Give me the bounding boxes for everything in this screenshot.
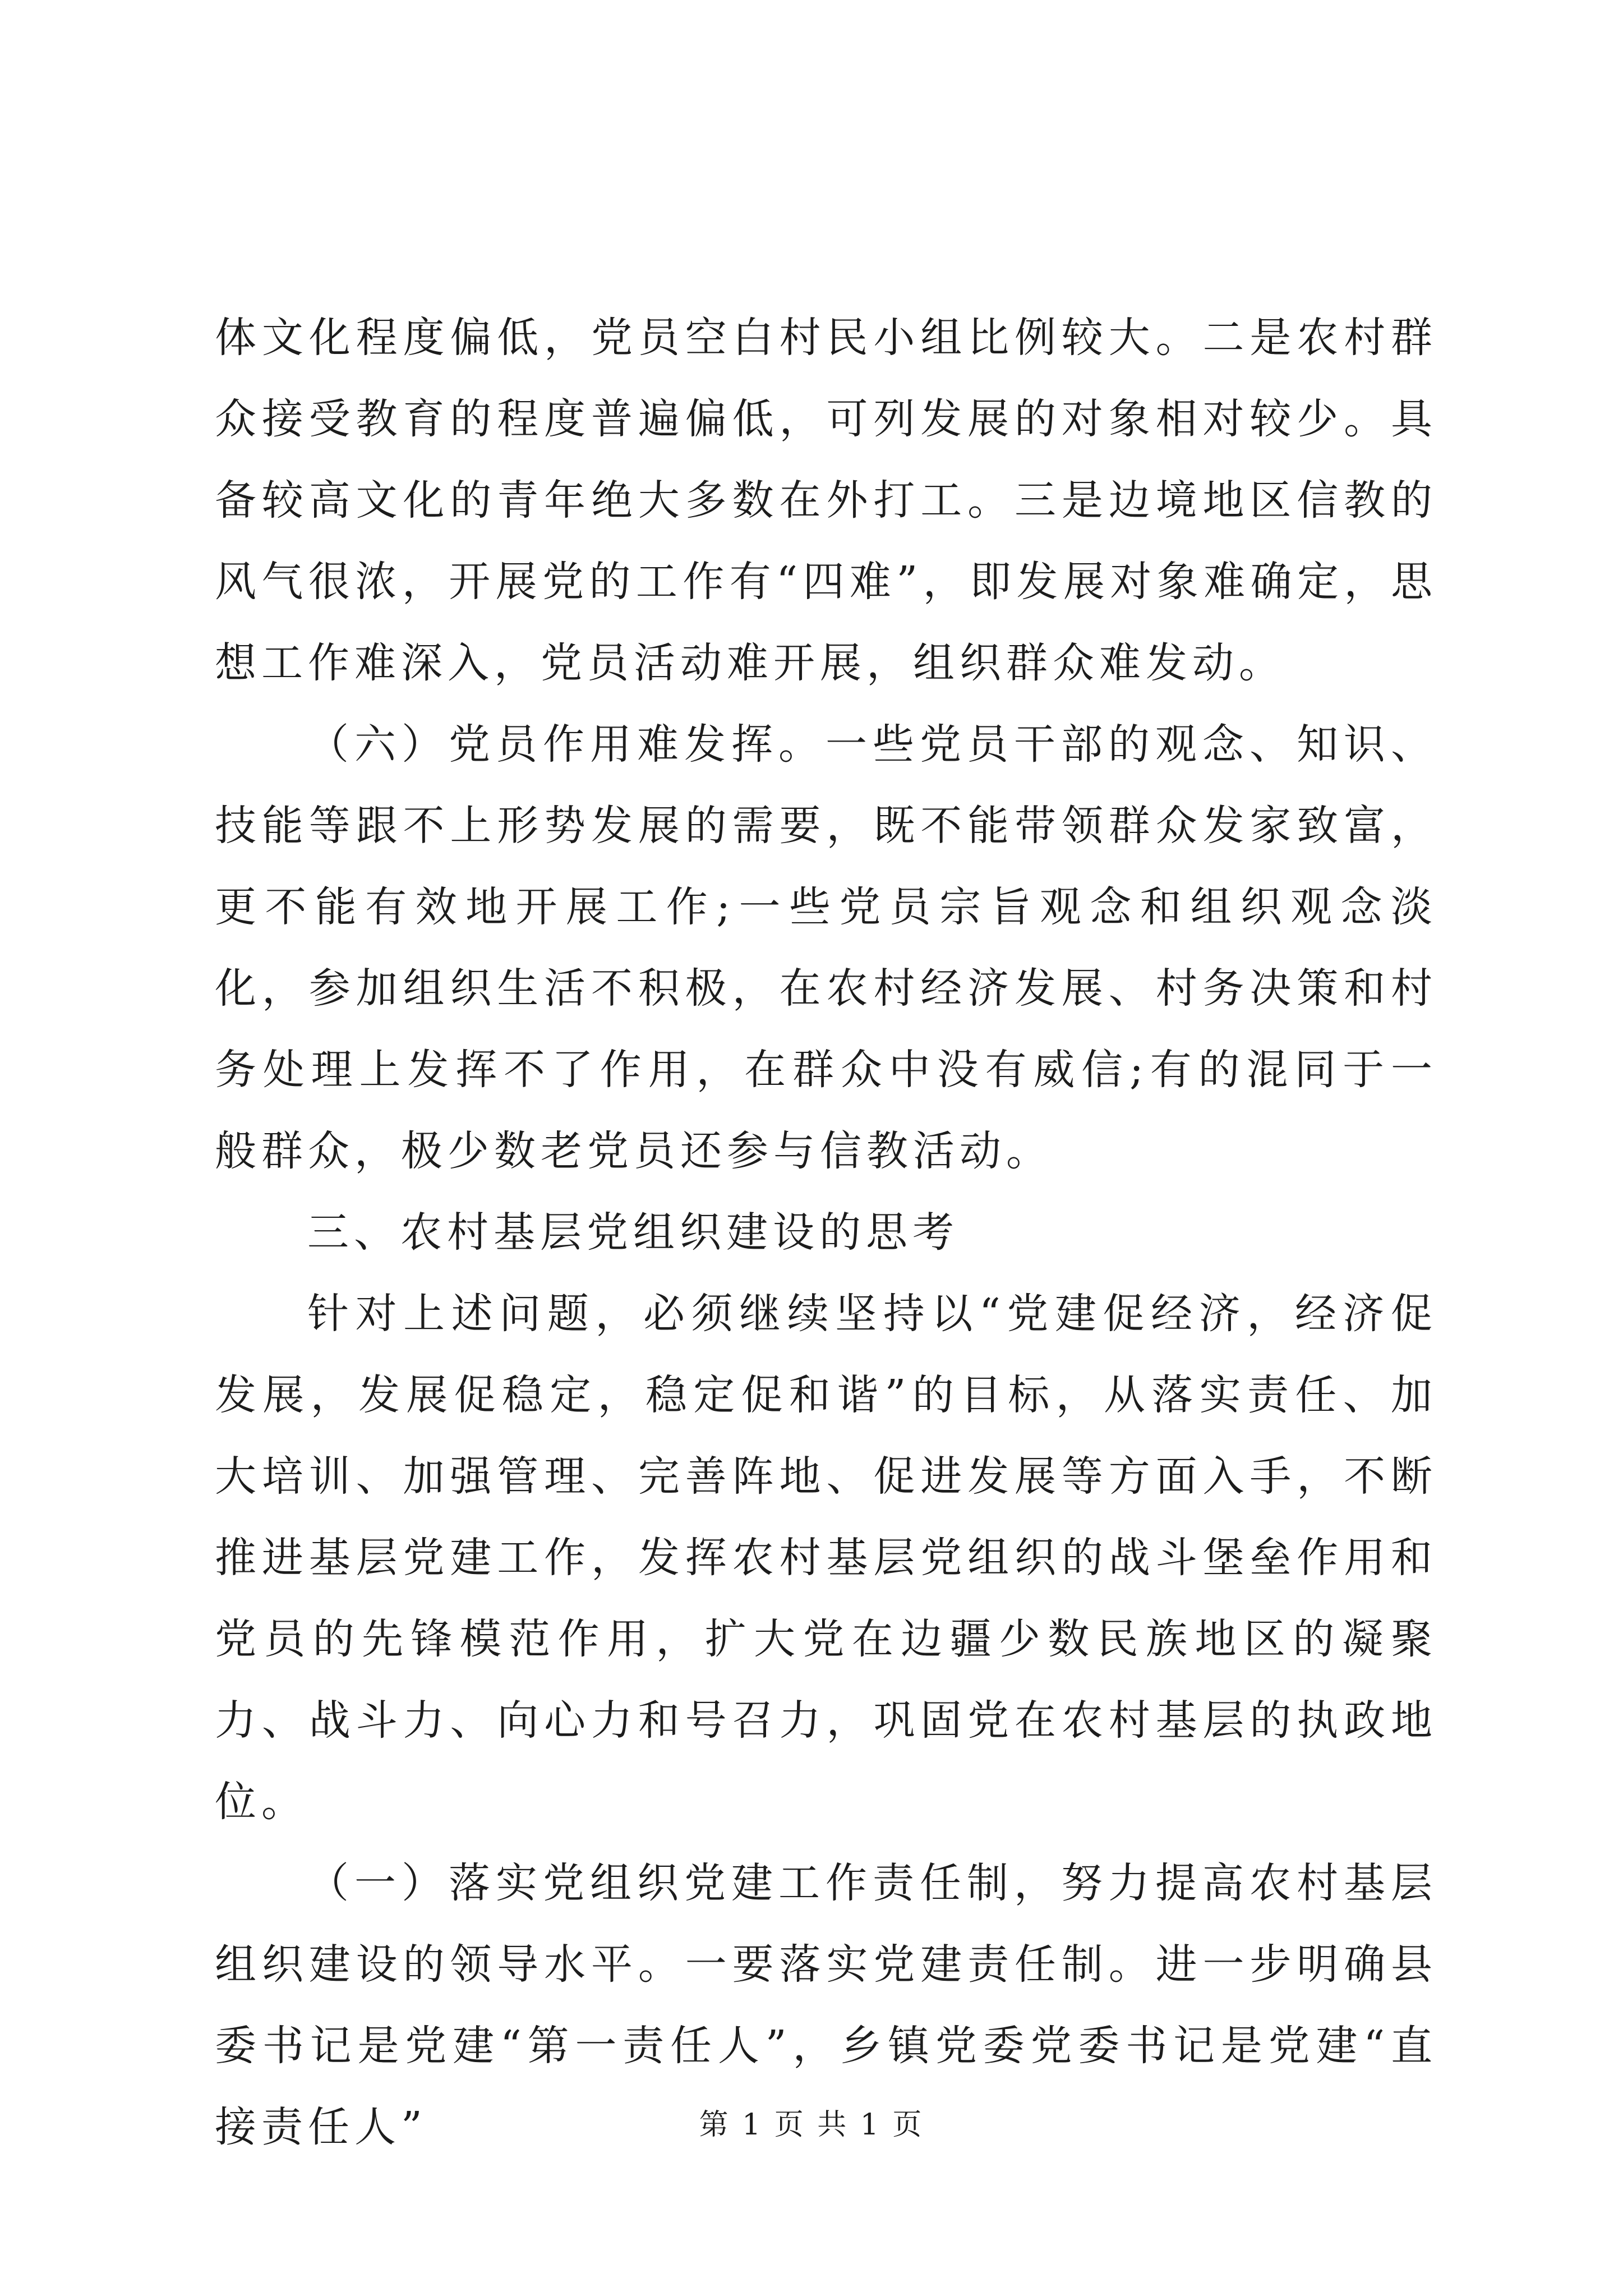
paragraph-continuation: 体文化程度偏低，党员空白村民小组比例较大。二是农村群众接受教育的程度普遍偏低，可列发展的对象相对较少。具备较高文化的青年绝大多数在外打工。三是边境地区信教的风气很浓，开展党的工作有“四难”，即发展对象难确定，思想工作难深入，党员活动难开展，组织群众难发动。: [215, 314, 1437, 687]
section-heading-reflections: 三、农村基层党组织建设的思考: [307, 1208, 959, 1257]
document-body: [215, 297, 1437, 2168]
paragraph-response-goals: 针对上述问题，必须继续坚持以“党建促经济，经济促发展，发展促稳定，稳定促和谐”的目标，从落实责任、加大培训、加强管理、完善阵地、促进发展等方面入手，不断推进基层党建工作，发挥农村基层党组织的战斗堡垒作用和党员的先锋模范作用，扩大党在边疆少数民族地区的凝聚力、战斗力、向心力和号召力，巩固党在农村基层的执政地位。: [215, 1290, 1437, 1826]
paragraph-party-member-role: （六）党员作用难发挥。一些党员干部的观念、知识、技能等跟不上形势发展的需要，既不能带领群众发家致富，更不能有效地开展工作;一些党员宗旨观念和组织观念淡化，参加组织生活不积极，在农村经济发展、村务决策和村务处理上发挥不了作用，在群众中没有威信;有的混同于一般群众，极少数老党员还参与信教活动。: [215, 720, 1437, 1175]
paragraph-responsibility-system: （一）落实党组织党建工作责任制，努力提高农村基层组织建设的领导水平。一要落实党建责任制。进一步明确县委书记是党建“第一责任人”，乡镇党委党委书记是党建“直接责任人”: [215, 1859, 1437, 2151]
page-number-footer: 第 1 页 共 1 页: [699, 2108, 924, 2142]
